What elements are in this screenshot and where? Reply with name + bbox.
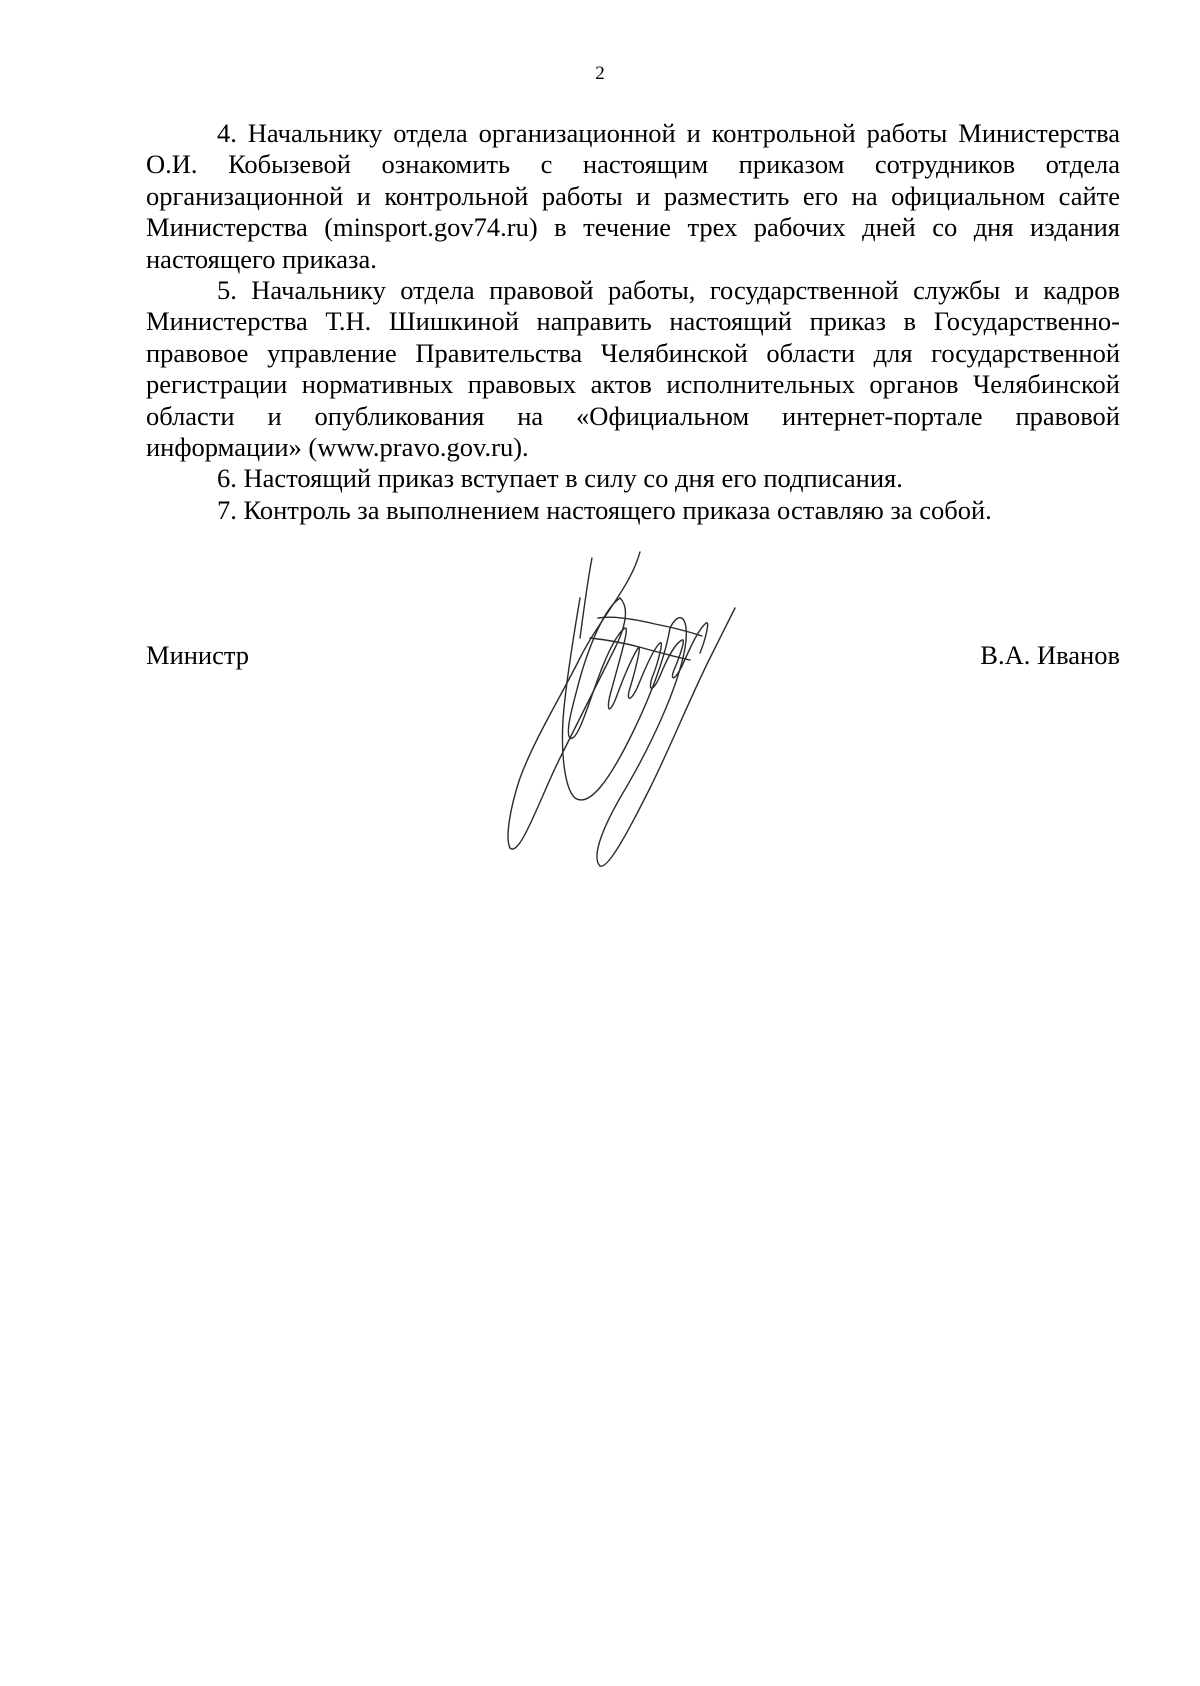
signatory-name: В.А. Иванов [980,640,1120,670]
paragraph-5: 5. Начальнику отдела правовой работы, государственной службы и кадров Министерства Т.Н. Шишкиной направить настоящий приказ в Государственно-правовое управление Правительства Челябинской области для государственной регистрации нормативных правовых актов исполнительных органов Челябинской области и опубликования на «Официальном интернет-портале правовой информации» (www.pravo.gov.ru). [146,275,1120,463]
paragraph-6: 6. Настоящий приказ вступает в силу со дня его подписания. [217,463,903,494]
paragraph-7: 7. Контроль за выполнением настоящего приказа оставляю за собой. [217,494,992,525]
signatory-position: Министр [146,640,250,670]
document-body [146,118,1120,526]
page-number: 2 [595,63,605,84]
paragraph-4: 4. Начальнику отдела организационной и контрольной работы Министерства О.И. Кобызевой ознакомить с настоящим приказом сотрудников отдела организационной и контрольной работы и разместить его на официальном сайте Министерства (minsport.gov74.ru) в течение трех рабочих дней со дня издания настоящего приказа. [146,118,1120,274]
handwritten-signature-icon [480,548,740,868]
